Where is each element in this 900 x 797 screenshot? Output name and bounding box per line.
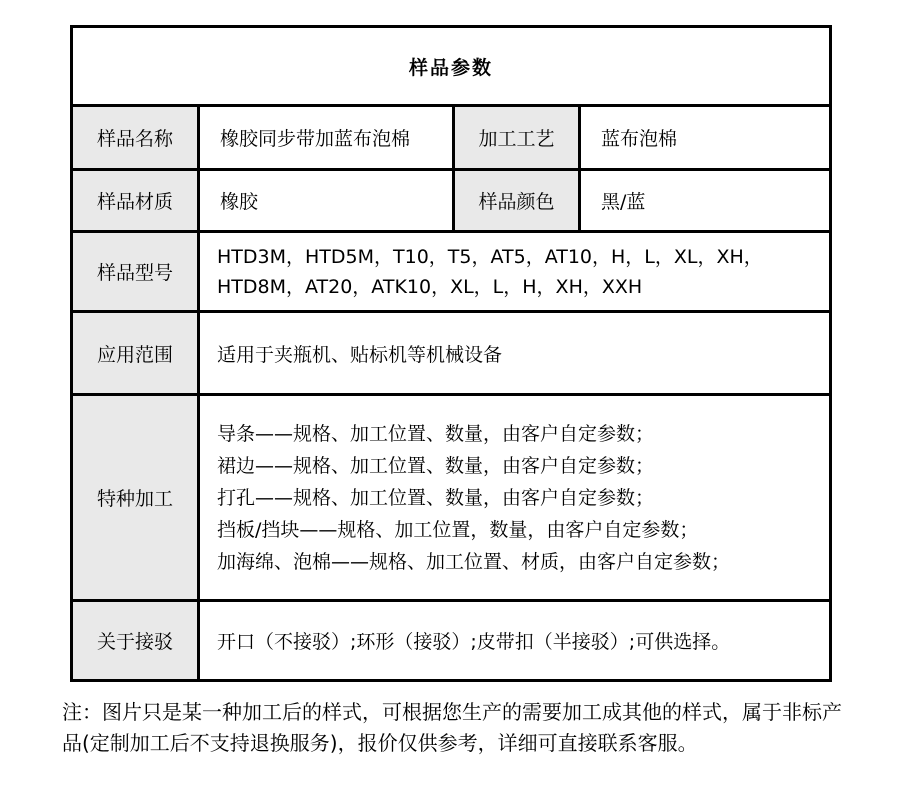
value-splicing: 开口（不接驳）;环形（接驳）;皮带扣（半接驳）;可供选择。 — [199, 601, 831, 681]
special-process-line: 导条——规格、加工位置、数量，由客户自定参数； — [217, 422, 655, 445]
value-color: 黑/蓝 — [580, 170, 831, 232]
special-process-line: 加海绵、泡棉——规格、加工位置、材质，由客户自定参数； — [217, 550, 731, 573]
label-color: 样品颜色 — [454, 170, 580, 232]
label-material: 样品材质 — [72, 170, 199, 232]
title-row — [72, 27, 831, 106]
value-material: 橡胶 — [199, 170, 454, 232]
model-line-2: HTD8M，AT20，ATK10，XL，L，H，XH，XXH — [217, 275, 643, 298]
table-row-material-color — [72, 170, 831, 232]
sample-parameters-table — [70, 25, 832, 682]
table-row-splicing — [72, 601, 831, 681]
label-process: 加工工艺 — [454, 106, 580, 170]
value-process: 蓝布泡棉 — [580, 106, 831, 170]
value-model — [199, 232, 831, 312]
label-special-process: 特种加工 — [72, 395, 199, 601]
table-row-name-process — [72, 106, 831, 170]
table-row-model — [72, 232, 831, 312]
special-process-line: 挡板/挡块——规格、加工位置，数量，由客户自定参数； — [217, 518, 699, 541]
special-process-line: 打孔——规格、加工位置、数量，由客户自定参数； — [217, 486, 655, 509]
special-process-line: 裙边——规格、加工位置、数量，由客户自定参数； — [217, 454, 655, 477]
value-sample-name: 橡胶同步带加蓝布泡棉 — [199, 106, 454, 170]
label-splicing: 关于接驳 — [72, 601, 199, 681]
value-application: 适用于夹瓶机、贴标机等机械设备 — [199, 312, 831, 395]
value-special-process — [199, 395, 831, 601]
table-row-application — [72, 312, 831, 395]
label-application: 应用范围 — [72, 312, 199, 395]
page-title: 样品参数 — [72, 27, 831, 106]
footnote: 注：图片只是某一种加工后的样式，可根据您生产的需要加工成其他的样式，属于非标产品(定制加工后不支持退换服务)，报价仅供参考，详细可直接联系客服。 — [62, 700, 842, 755]
label-sample-name: 样品名称 — [72, 106, 199, 170]
model-line-1: HTD3M，HTD5M，T10，T5，AT5，AT10，H，L，XL，XH， — [217, 245, 763, 268]
table-row-special-process — [72, 395, 831, 601]
label-model: 样品型号 — [72, 232, 199, 312]
